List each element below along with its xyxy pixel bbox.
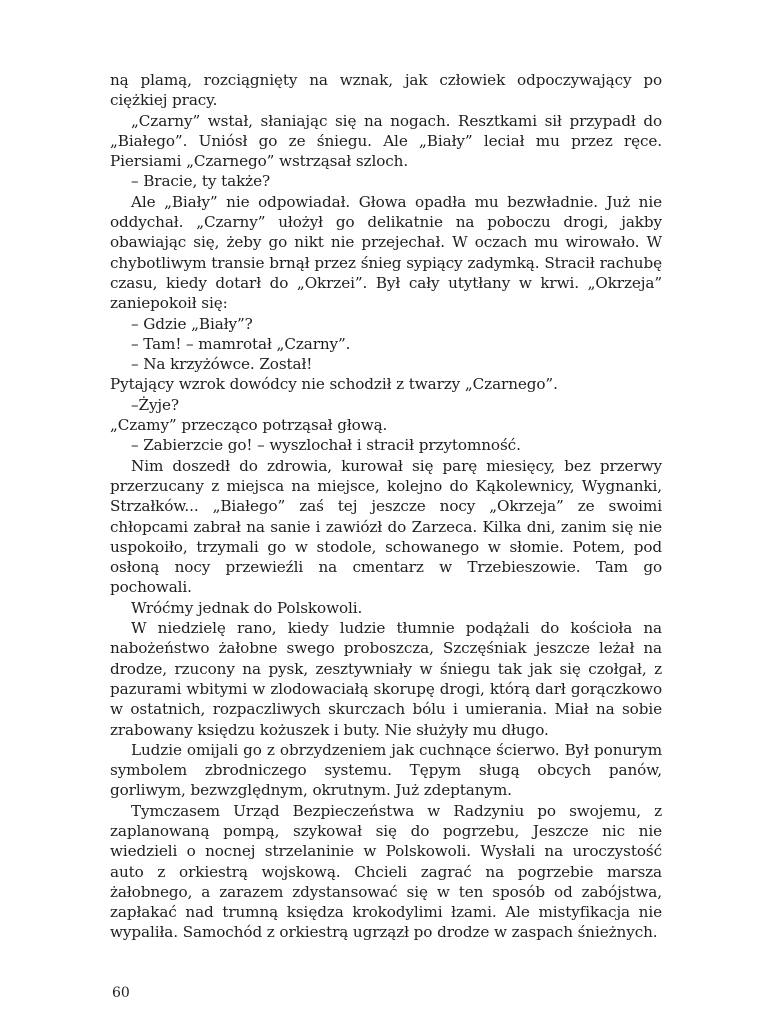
paragraph: – Na krzyżówce. Został! — [131, 355, 313, 374]
paragraph: W niedzielę rano, kiedy ludzie tłumnie podążali do kościoła na nabożeństwo żałobne swego proboszcza, Szczęśniak jeszcze leżał na drodze, rzucony na pysk, zesztywniały w śniegu tak jak się czołgał, z pazurami wbitymi w zlodowaciałą skorupę drogi, którą darł gorączkowo w ostatnich, rozpaczliwych skurczach bólu i umierania. Miał na sobie zrabowany księdzu kożuszek i buty. Nie służyły mu długo. — [110, 619, 662, 739]
paragraph: „Czarny” wstał, słaniając się na nogach. Resztkami sił przypadł do „Białego”. Uniósł go ze śniegu. Ale „Biały” leciał mu przez ręce. Piersiami „Czarnego” wstrząsał szloch. — [110, 111, 662, 171]
paragraph: „Czamy” przecząco potrząsał głową. — [110, 416, 388, 435]
paragraph: Tymczasem Urząd Bezpieczeństwa w Radzyniu po swojemu, z zaplanowaną pompą, szykował się do pogrzebu, Jeszcze nic nie wiedzieli o nocnej strzelaninie w Polskowoli. Wysłali na uroczystość auto z orkiestrą wojskową. Chcieli zagrać na pogrzebie marsza żałobnego, a zarazem zdystansować się w ten sposób od zabójstwa, zapłakać nad trumną księdza krokodylimi łzami. Ale mistyfikacja nie wypaliła. Samochód z orkiestrą ugrzązł po drodze w zaspach śnieżnych. — [110, 801, 662, 942]
paragraph: Pytający wzrok dowódcy nie schodził z twarzy „Czarnego”. — [110, 375, 558, 394]
paragraph: ną plamą, rozciągnięty na wznak, jak człowiek odpoczywający po ciężkiej pracy. — [110, 71, 662, 110]
paragraph: Ale „Biały” nie odpowiadał. Głowa opadła mu bezwładnie. Już nie oddychał. „Czarny” ułożył go delikatnie na poboczu drogi, jakby obawiając się, żeby go nikt nie przejechał. W oczach mu wirowało. W chybotliwym transie brnął przez śnieg sypiący zadymką. Stracił rachubę czasu, kiedy dotarł do „Okrzei”. Był cały utytłany w krwi. „Okrzeja” zaniepokoił się: — [110, 192, 662, 313]
paragraph: – Gdzie „Biały”? — [131, 314, 253, 333]
paragraph: – Zabierzcie go! – wyszlochał i stracił przytomność. — [131, 436, 521, 455]
paragraph: – Tam! – mamrotał „Czarny”. — [131, 334, 351, 353]
paragraph: – Bracie, ty także? — [131, 172, 271, 191]
page-number: 60 — [112, 985, 130, 1001]
paragraph: Wróćmy jednak do Polskowoli. — [131, 598, 363, 617]
paragraph: Ludzie omijali go z obrzydzeniem jak cuchnące ścierwo. Był ponurym symbolem zbrodniczego systemu. Tępym sługą obcych panów, gorliwym, bezwzględnym, okrutnym. Już zdeptanym. — [110, 740, 662, 800]
paragraph: Nim doszedł do zdrowia, kurował się parę miesięcy, bez przerwy przerzucany z miejsca na miejsce, kolejno do Kąkolewnicy, Wygnanki, Strzałków... „Białego” zaś tej jeszcze nocy „Okrzeja” ze swoimi chłopcami zabrał na sanie i zawiózł do Zarzeca. Kilka dni, zanim się nie uspokoiło, trzymali go w stodole, schowanego w słomie. Potem, pod osłoną nocy przewieźli na cmentarz w Trzebieszowie. Tam go pochowali. — [110, 456, 662, 597]
body-text — [110, 70, 662, 943]
paragraph: –Żyje? — [131, 395, 179, 414]
